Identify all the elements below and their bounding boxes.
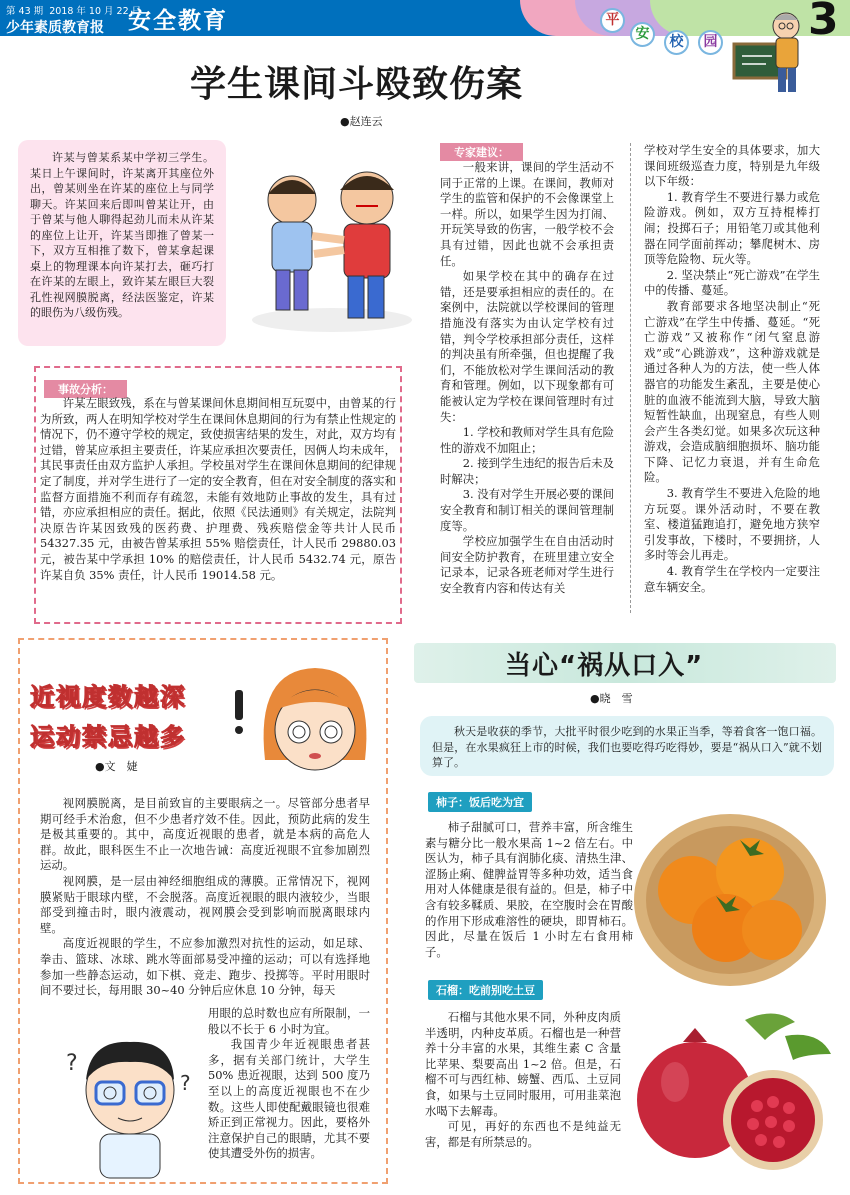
article-author: ●文 婕 (95, 760, 138, 773)
analysis-tag: 事故分析： (44, 380, 127, 398)
persimmon-section (425, 820, 633, 960)
column-divider (630, 143, 631, 613)
fighting-boys-illustration (232, 150, 432, 340)
expert-tag: 专家建议： (440, 143, 523, 161)
paragraph: 3. 教育学生不要进入危险的地方玩耍。课外活动时，不要在教室、楼道猛跑追打，避免地方狭窄引发事故，下楼时，不要拥挤，人多时等会儿再走。 (644, 486, 820, 563)
intro-text: 秋天是收获的季节，大批平时很少吃到的水果正当季，等着食客一饱口福。但是，在水果疯狂上市的时候，我们也要吃得巧吃得妙，要是“祸从口入”就不划算了。 (432, 725, 822, 769)
myopia-body-narrow (208, 1006, 370, 1162)
persimmon-tag: 柿子：饭后吃为宜 (428, 792, 532, 812)
issue-number: 第 43 期 (6, 6, 44, 17)
intro-box (420, 716, 834, 776)
page-header (0, 0, 850, 50)
pomegranate-tag: 石榴：吃前别吃土豆 (428, 980, 543, 1000)
teacher-illustration (728, 4, 808, 104)
slogan-char: 园 (698, 30, 723, 55)
boy-glasses-illustration (60, 1030, 200, 1180)
paper-name: 少年素质教育报 (6, 20, 104, 36)
article-author: ●赵连云 (340, 115, 383, 128)
paragraph: 我国青少年近视眼患者甚多，据有关部门统计，大学生 50% 患近视眼，达到 500 度乃至以上的高度近视眼也不在少数。这些人即使配戴眼镜也很难矫正到正常视力。因此，要格外注意保护自己的眼睛，尤其不要使其遭受外伤的损害。 (208, 1037, 370, 1161)
article-title: 学生课间斗殴致伤案 (190, 64, 524, 105)
paragraph: 石榴与其他水果不同，外种皮肉质半透明，内种皮革质。石榴也是一种营养十分丰富的水果，其维生素 C 含量比苹果、梨要高出 1~2 倍。但是，石榴不可与西红柿、螃蟹、西瓜、土豆同食，如果与土豆同时服用，可用韭菜泡水喝下去解毒。 (425, 1010, 621, 1118)
paragraph: 学校对学生安全的具体要求，加大课间班级巡查力度，特别是九年级以下年级： (644, 143, 820, 189)
girl-dizzy-illustration (225, 650, 375, 790)
paragraph: 4. 教育学生在学校内一定要注意车辆安全。 (644, 564, 820, 594)
article-title: 当心“祸从口入” (505, 651, 704, 681)
pomegranate-section (425, 1010, 621, 1150)
paragraph: 2. 坚决禁止“死亡游戏”在学生中的传播、蔓延。 (644, 267, 820, 298)
paragraph: 教育部要求各地坚决制止“死亡游戏”在学生中传播、蔓延。“死亡游戏”又被称作“闭气窒息游戏”或“心跳游戏”，这种游戏就是通过各种人为的方法，使一些人体器官的功能发生紊乱，主要是使心脏的血液不能流到大脑，导致大脑短暂性缺血，出现窒息，有些人则会产生各类幻觉。如果多次玩这种游戏，会造成脑细胞损坏、脑功能下降、记忆力衰退，并有生命危险。 (644, 298, 820, 485)
case-story-box (18, 140, 226, 346)
section-title: 安全教育 (128, 8, 228, 34)
paragraph: 柿子甜腻可口，营养丰富，所含维生素与糖分比一般水果高 1~2 倍左右。中医认为，柿子具有润肺化痰、清热生津、涩肠止痢、健脾益胃等多种功效，适当食用对人体健康是很有益的。但是，柿子中含有较多鞣质、果胶，在空腹时会在胃酸的作用下形成难溶性的硬块，即胃柿石。因此，尽量在饭后 1 小时左右食用柿子。 (425, 820, 633, 959)
article-title-line1: 近视度数越深 (30, 683, 186, 711)
paragraph: 视网膜，是一层由神经细胞组成的薄膜。正常情况下，视网膜紧贴于眼球内壁，不会脱落。高度近视眼的眼内液较少，当眼部受到撞击时，眼内液震动，视网膜会受到影响而脱离眼球内壁。 (40, 873, 370, 935)
expert-column-1 (440, 160, 614, 597)
paragraph: 3. 没有对学生开展必要的课间安全教育和制订相关的课间管理制度等。 (440, 487, 614, 533)
svg-text:?: ? (180, 1071, 191, 1095)
slogan-char: 平 (600, 8, 625, 33)
paragraph: 用眼的总时数也应有所限制，一般以不长于 6 小时为宜。 (208, 1006, 370, 1036)
paragraph: 高度近视眼的学生，不应参加激烈对抗性的运动，如足球、拳击、篮球、冰球、跳水等面部易受冲撞的运动；可以有选择地参加一些静态运动，如下棋、竞走、跑步、投掷等。平时用眼时间不要过长，每用眼 30~40 分钟后应休息 10 分钟，每天 (40, 936, 370, 998)
paragraph: 可见，再好的东西也不是纯益无害，都是有所禁忌的。 (425, 1119, 621, 1149)
slogan-char: 安 (630, 22, 655, 47)
paragraph: 学校应加强学生在自由活动时间安全防护教育，在班里建立安全记录本，记录各班老师对学生进行安全教育内容和传达有关 (440, 534, 614, 596)
page-number: 3 (808, 0, 839, 45)
paragraph: 1. 学校和教师对学生具有危险性的游戏不加阻止； (440, 425, 614, 455)
myopia-body (40, 796, 370, 999)
pomegranate-illustration (625, 1010, 835, 1185)
paragraph: 视网膜脱离，是目前致盲的主要眼病之一。尽管部分患者早期可经手术治愈，但不少患者疗效不佳。因此，预防此病的发生是极其重要的。其中，高度近视眼的患者，就是本病的高危人群。故此，眼科医生不止一次地告诫：高度近视眼不宜参加剧烈运动。 (40, 796, 370, 873)
persimmon-illustration (630, 800, 830, 990)
article-title-line2: 运动禁忌越多 (30, 723, 186, 751)
paragraph: 2. 接到学生违纪的报告后未及时解决； (440, 456, 614, 486)
paragraph: 如果学校在其中的确存在过错，还是要承担相应的责任的。在案例中，法院就以学校课间的管理措施没有落实为由认定学校有过错，判令学校承担部分责任，这样的判决虽有所牵强，但也提醒了我们，不能放松对学生课间活动的教育和管理。例如，以下现象都有可能被认定为学校在课间管理时有过失： (440, 269, 614, 424)
analysis-text: 许某左眼致残，系在与曾某课间休息期间相互玩耍中，由曾某的行为所致，两人在明知学校对学生在课间休息期间的行为有禁止性规定的情况下，仍不遵守学校的规定，致使损害结果的发生，对此，双方均有过错，曾某应承担主要责任，许某应承担次要责任，因俩人均未成年，其民事责任由双方监护人承担。学校虽对学生在课间休息期间的纪律规定了制度，并对学生进行了一定的安全教育，但在对安全制度的落实和监督方面措施不利而存有疏忽，未能有效地防止事故的发生，具有过错，亦应承担相应的责任。据此，依照《民法通则》有关规定，法院判决原告许某因致残的医药费、护理费、残疾赔偿金等共计人民币 54327.35 元，由被告曾某承担 55% 赔偿责任，计人民币 29880.03 元，被告某中学承担 10% 的赔偿责任，计人民币 5432.74 元，原告许某自负 35% 责任，计人民币 19014.58 元。 (40, 396, 396, 582)
svg-text:?: ? (66, 1051, 78, 1076)
slogan-char: 校 (664, 30, 689, 55)
expert-column-2 (644, 143, 820, 595)
case-story: 许某与曾某系某中学初三学生。某日上午课间时，许某离开其座位外出，曾某则坐在许某的座位上与同学聊天。许某回来后即叫曾某让开，由于曾某与他人聊得起劲儿而未从许某的座位上让开，许某当即推了曾某一下，双方互相推了数下，曾某拿起课桌上的物理课本向许某打去，砸巧打在许某的左眼上，致许某左眼巨大裂孔性视网膜脱离，经法医鉴定，许某的眼伤为八级伤残。 (30, 151, 214, 319)
paragraph: 1. 教育学生不要进行暴力或危险游戏。例如，双方互持棍棒打闹；投掷石子；用铅笔刀或其他利器在同学面前挥动；攀爬树木、房顶等危险物、玩火等。 (644, 189, 820, 267)
paragraph: 一般来讲，课间的学生活动不同于正常的上课。在课间，教师对学生的监管和保护的不会像课堂上一样。所以，如果学生因为打闹、开玩笑导致的伤害，一般学校不会具有过错，因此也就不会承担责任。 (440, 160, 614, 268)
article-author: ●晓 雪 (590, 692, 633, 705)
issue-date: 2018 年 10 月 22 日 (49, 6, 142, 17)
